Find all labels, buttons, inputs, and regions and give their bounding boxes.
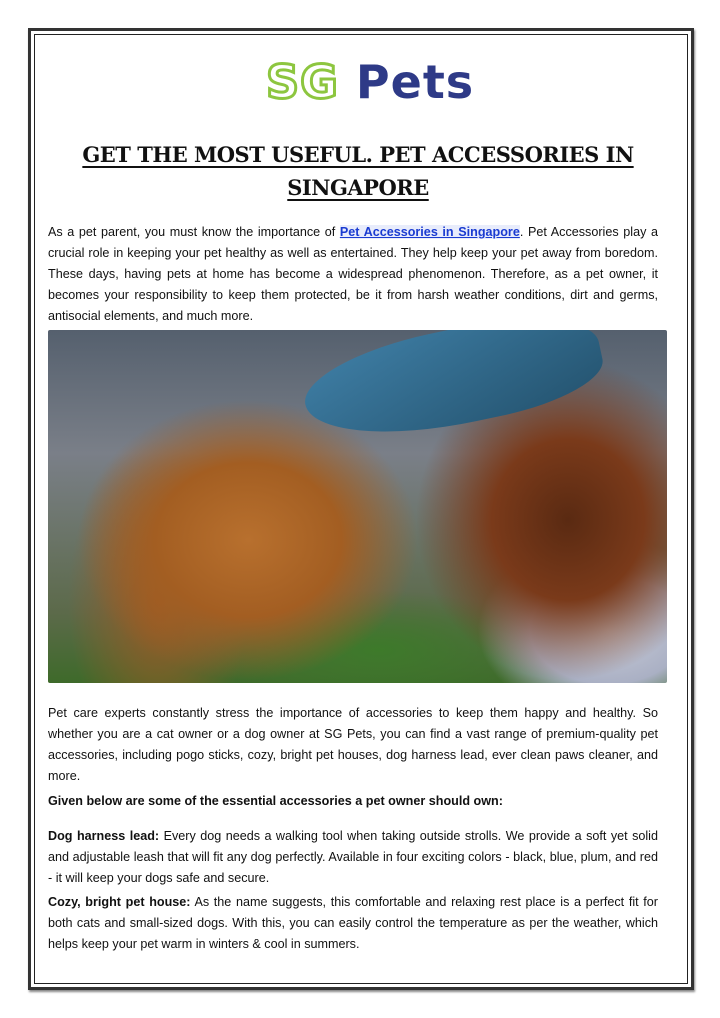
intro-text-end: . Pet Accessories play a crucial role in keeping your pet healthy as well as entertained. They help keep your pet away from boredom. These days, having pets at home has become a widespread phenomenon. Therefore, as a pet owner, it becomes your responsibility to keep them protected, be it from harsh weather conditions, dirt and germs, antisocial elements, and much more.: [48, 225, 658, 323]
intro-text-start: As a pet parent, you must know the importance of: [48, 225, 340, 239]
list-heading: Given below are some of the essential accessories a pet owner should own:: [48, 794, 503, 808]
hat-shape: [296, 330, 609, 455]
page-title-text: GET THE MOST USEFUL. PET ACCESSORIES IN SINGAPORE: [82, 142, 634, 200]
intro-paragraph: [48, 222, 658, 327]
item-name: Dog harness lead:: [48, 829, 160, 843]
item-text: As the name suggests, this comfortable and relaxing rest place is a perfect fit for both cats and small-sized dogs. With this, you can easily control the temperature as per the weather, which helps keep your pet warm in winters & cool in summers.: [48, 895, 658, 951]
pet-accessories-link[interactable]: Pet Accessories in Singapore: [339, 225, 520, 239]
item-dog-harness: [48, 826, 658, 889]
logo-pets: Pets: [355, 55, 475, 109]
item-pet-house: [48, 892, 658, 955]
logo-sg: SG: [266, 55, 339, 109]
accessories-paragraph: Pet care experts constantly stress the importance of accessories to keep them happy and healthy. So whether you are a cat owner or a dog owner at SG Pets, you can find a vast range of premium-quality pet accessories, including pogo sticks, cozy, bright pet houses, dog harness lead, ever clean paws cleaner, and more.: [48, 706, 658, 783]
page-title: [48, 138, 668, 204]
item-text: Every dog needs a walking tool when taking outside strolls. We provide a soft yet solid and adjustable leash that will fit any dog perfectly. Available in four exciting colors - black, blue, plum, and red - it will keep your dogs safe and secure.: [48, 829, 658, 885]
sg-pets-logo: [266, 56, 476, 108]
item-name: Cozy, bright pet house:: [48, 895, 191, 909]
dog-and-owner-photo: [48, 330, 667, 683]
